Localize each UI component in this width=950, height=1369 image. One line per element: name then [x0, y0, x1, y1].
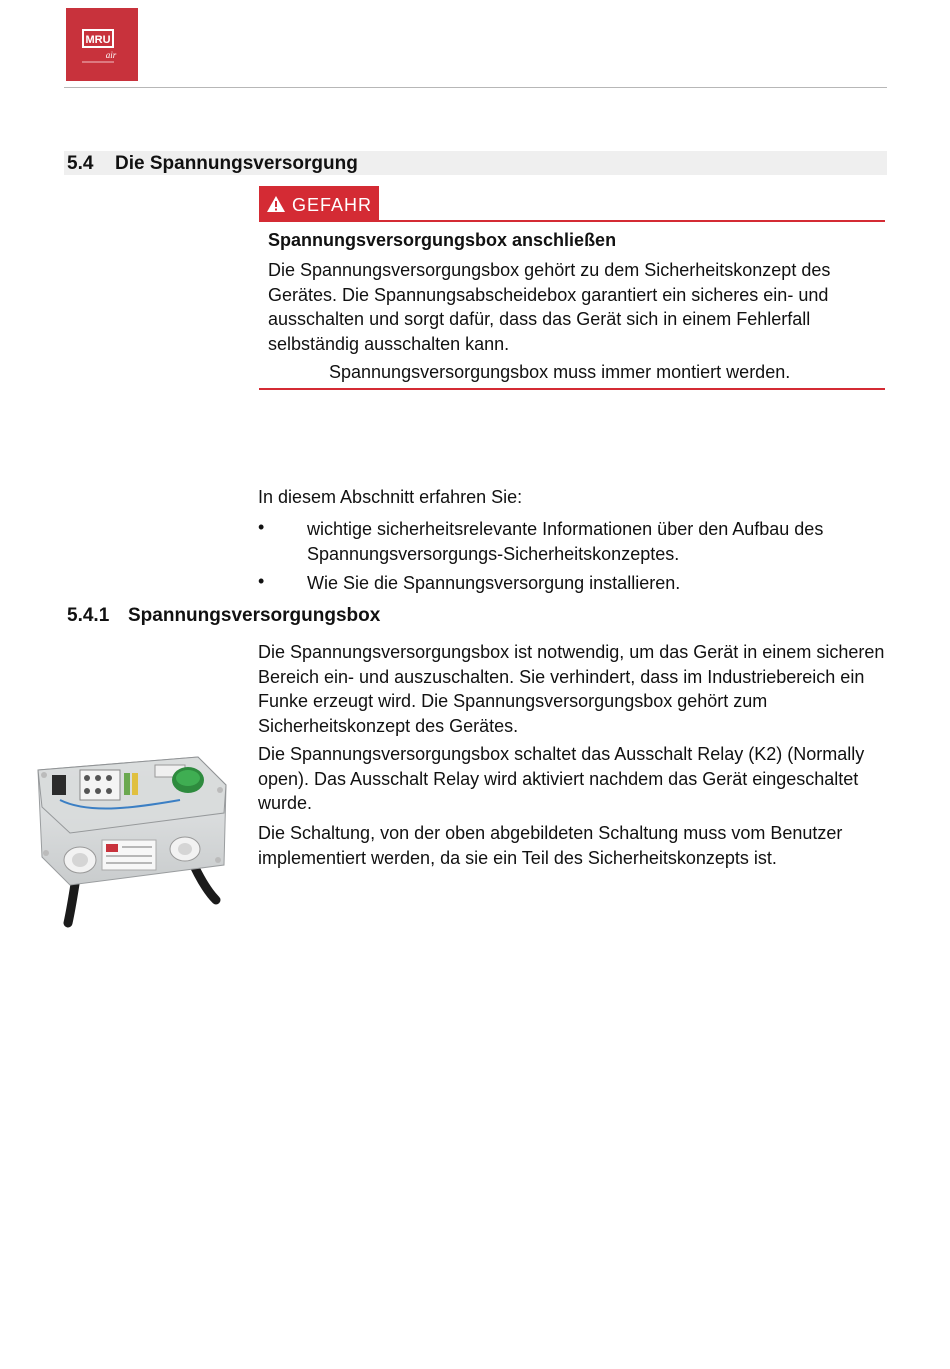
svg-text:air: air	[105, 50, 117, 60]
danger-instruction: Spannungsversorgungsbox muss immer montiert werden.	[329, 362, 791, 382]
paragraph: Die Spannungsversorgungsbox ist notwendig, um das Gerät in einem sicheren Bereich ein- und auszuschalten. Sie verhindert, dass im Industriebereich ein Funke erzeugt wird. Die Spannungsversorgungsbox gehört zum Sicherheitskonzept des Gerätes.	[258, 642, 885, 736]
danger-top-rule	[259, 220, 885, 222]
danger-label: GEFAHR	[292, 195, 373, 215]
paragraph: Die Spannungsversorgungsbox schaltet das Ausschalt Relay (K2) (Normally open). Das Ausschalt Relay wird aktiviert nachdem das Gerät eingeschaltet wurde.	[258, 744, 865, 813]
danger-bottom-rule	[259, 388, 885, 390]
power-supply-box-image	[30, 745, 230, 930]
section-number: 5.4	[67, 153, 94, 174]
bullet-item: Wie Sie die Spannungsversorgung installieren.	[307, 573, 681, 593]
section-title: Die Spannungsversorgung	[115, 153, 358, 174]
company-logo	[66, 8, 138, 81]
header-divider	[64, 87, 887, 88]
bullet-marker: •	[258, 517, 265, 537]
svg-text:MRU: MRU	[85, 34, 111, 46]
bullet-marker: •	[258, 571, 265, 591]
warning-triangle-icon	[266, 195, 286, 213]
mru-logo-icon	[66, 8, 138, 81]
subsection-number: 5.4.1	[67, 605, 110, 626]
paragraph: Die Schaltung, von der oben abgebildeten Schaltung muss vom Benutzer implementiert werden, da sie ein Teil des Sicherheitskonzepts ist.	[258, 823, 843, 868]
danger-title: Spannungsversorgungsbox anschließen	[268, 230, 617, 250]
intro-lead: In diesem Abschnitt erfahren Sie:	[258, 487, 523, 507]
subsection-title: Spannungsversorgungsbox	[128, 605, 381, 626]
danger-text: Die Spannungsversorgungsbox gehört zu dem Sicherheitskonzept des Gerätes. Die Spannungsabscheidebox garantiert ein sicheres ein- und ausschalten und sorgt dafür, dass das Gerät sich in einem Fehlerfall selbständig ausschalten kann.	[268, 260, 831, 354]
bullet-item: wichtige sicherheitsrelevante Informationen über den Aufbau des Spannungsversorgungs-Sicherheitskonzeptes.	[307, 519, 824, 564]
